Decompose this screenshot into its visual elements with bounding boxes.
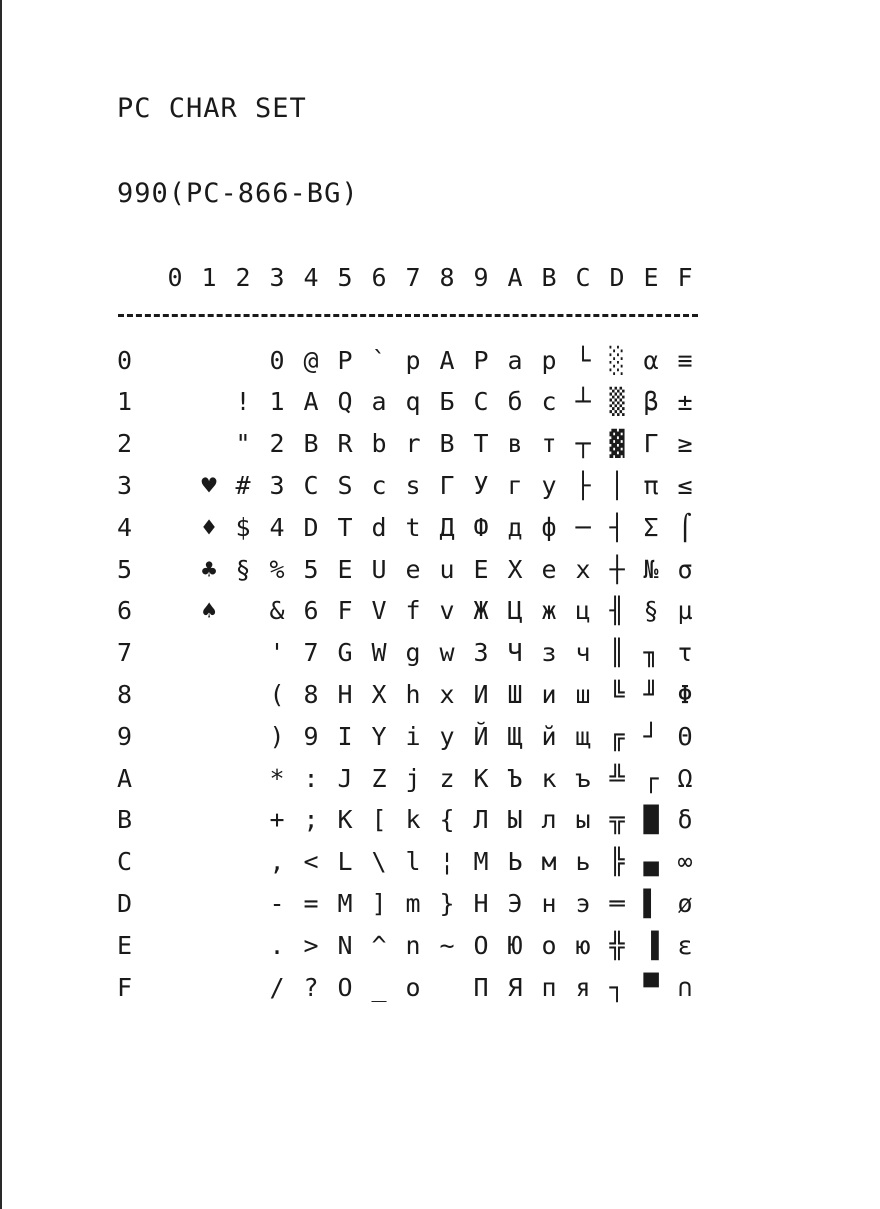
char-cell: G — [337, 638, 353, 668]
char-cell: П — [473, 972, 489, 1002]
char-cell: v — [439, 596, 455, 626]
char-cell: Щ — [507, 721, 523, 751]
char-cell: ┴ — [575, 387, 591, 417]
char-cell: Я — [507, 972, 523, 1002]
char-cell: 0 — [269, 345, 285, 375]
row-label: 1 — [117, 387, 133, 417]
char-cell: ▄ — [643, 847, 659, 877]
char-cell: ╜ — [643, 679, 659, 709]
char-cell: k — [405, 805, 421, 835]
char-cell: е — [541, 554, 557, 584]
row-label: F — [117, 972, 133, 1002]
char-cell: В — [439, 429, 455, 459]
char-cell: ь — [575, 847, 591, 877]
char-cell: ╠ — [609, 847, 625, 877]
char-cell: ъ — [575, 763, 591, 793]
column-header: A — [507, 262, 523, 292]
char-cell: м — [541, 847, 557, 877]
char-cell: E — [337, 554, 353, 584]
char-cell: ┼ — [609, 554, 625, 584]
column-header: 4 — [303, 262, 319, 292]
column-header: B — [541, 262, 557, 292]
char-cell: % — [269, 554, 285, 584]
char-cell: ` — [371, 345, 387, 375]
column-header: E — [643, 262, 659, 292]
char-cell: g — [405, 638, 421, 668]
char-cell: И — [473, 679, 489, 709]
char-cell: u — [439, 554, 455, 584]
char-cell: о — [541, 930, 557, 960]
char-cell: [ — [371, 805, 387, 835]
char-cell: c — [371, 470, 387, 500]
char-cell: г — [507, 470, 523, 500]
char-cell: j — [405, 763, 421, 793]
char-cell: , — [269, 847, 285, 877]
char-cell: M — [337, 888, 353, 918]
char-cell: К — [473, 763, 489, 793]
char-cell: = — [303, 888, 319, 918]
char-cell: ♥ — [201, 470, 217, 500]
char-cell: 1 — [269, 387, 285, 417]
char-cell: § — [235, 554, 251, 584]
char-cell: и — [541, 679, 557, 709]
char-cell: ≡ — [677, 345, 693, 375]
char-cell: ¦ — [439, 847, 455, 877]
char-cell: ) — [269, 721, 285, 751]
codepage-label: 990(PC-866-BG) — [117, 178, 359, 209]
char-cell: f — [405, 596, 421, 626]
char-cell: ─ — [575, 512, 591, 542]
char-cell: ' — [269, 638, 285, 668]
char-cell: Φ — [677, 679, 693, 709]
char-cell: µ — [677, 596, 693, 626]
row-label: 2 — [117, 429, 133, 459]
char-cell: > — [303, 930, 319, 960]
char-cell: _ — [371, 972, 387, 1002]
row-label: B — [117, 805, 133, 835]
char-cell: ∩ — [677, 972, 693, 1002]
char-cell: ║ — [609, 638, 625, 668]
char-cell: Γ — [643, 429, 659, 459]
char-cell: к — [541, 763, 557, 793]
char-cell: Ъ — [507, 763, 523, 793]
char-cell: С — [473, 387, 489, 417]
char-cell: Z — [371, 763, 387, 793]
char-cell: ы — [575, 805, 591, 835]
char-cell: ц — [575, 596, 591, 626]
char-cell: п — [541, 972, 557, 1002]
column-header: 7 — [405, 262, 421, 292]
char-cell: Ю — [507, 930, 523, 960]
column-header: 2 — [235, 262, 251, 292]
char-cell: n — [405, 930, 421, 960]
char-cell: │ — [609, 470, 625, 500]
char-cell: L — [337, 847, 353, 877]
row-label: 9 — [117, 721, 133, 751]
char-cell: д — [507, 512, 523, 542]
char-cell: 6 — [303, 596, 319, 626]
char-cell: Т — [473, 429, 489, 459]
char-cell: { — [439, 805, 455, 835]
char-cell: ; — [303, 805, 319, 835]
char-cell: Х — [507, 554, 523, 584]
char-cell: t — [405, 512, 421, 542]
char-cell: } — [439, 888, 455, 918]
char-cell: ε — [677, 930, 693, 960]
char-cell: ю — [575, 930, 591, 960]
char-cell: ╚ — [609, 679, 625, 709]
char-cell: l — [405, 847, 421, 877]
char-cell: О — [473, 930, 489, 960]
char-cell: а — [507, 345, 523, 375]
char-cell: Н — [473, 888, 489, 918]
char-cell: F — [337, 596, 353, 626]
char-cell: ╬ — [609, 930, 625, 960]
column-header: 6 — [371, 262, 387, 292]
char-cell: Л — [473, 805, 489, 835]
char-cell: § — [643, 596, 659, 626]
char-cell: э — [575, 888, 591, 918]
char-cell: O — [337, 972, 353, 1002]
char-cell: ≤ — [677, 470, 693, 500]
char-cell: - — [269, 888, 285, 918]
char-cell: Σ — [643, 512, 659, 542]
row-label: E — [117, 930, 133, 960]
char-cell: Q — [337, 387, 353, 417]
char-cell: α — [643, 345, 659, 375]
char-cell: + — [269, 805, 285, 835]
char-cell: \ — [371, 847, 387, 877]
char-cell: p — [405, 345, 421, 375]
char-cell: Й — [473, 721, 489, 751]
char-cell: ф — [541, 512, 557, 542]
char-cell: . — [269, 930, 285, 960]
char-cell: J — [337, 763, 353, 793]
char-cell: ┘ — [643, 721, 659, 751]
char-cell: # — [235, 470, 251, 500]
char-cell: ( — [269, 679, 285, 709]
char-cell: У — [473, 470, 489, 500]
char-cell: Ц — [507, 596, 523, 626]
char-cell: X — [371, 679, 387, 709]
char-cell: m — [405, 888, 421, 918]
row-label: 6 — [117, 596, 133, 626]
char-cell: х — [575, 554, 591, 584]
column-header: 0 — [167, 262, 183, 292]
char-cell: ø — [677, 888, 693, 918]
page-title: PC CHAR SET — [117, 93, 307, 124]
char-cell: ~ — [439, 930, 455, 960]
char-cell: U — [371, 554, 387, 584]
char-cell: ╖ — [643, 638, 659, 668]
char-cell: ! — [235, 387, 251, 417]
char-cell: a — [371, 387, 387, 417]
char-cell: Ж — [473, 596, 489, 626]
char-cell: D — [303, 512, 319, 542]
char-cell: в — [507, 429, 523, 459]
char-cell: o — [405, 972, 421, 1002]
char-cell: Р — [473, 345, 489, 375]
char-cell: ^ — [371, 930, 387, 960]
char-cell: М — [473, 847, 489, 877]
char-cell: s — [405, 470, 421, 500]
char-cell: * — [269, 763, 285, 793]
char-cell: 7 — [303, 638, 319, 668]
char-cell: q — [405, 387, 421, 417]
char-cell: h — [405, 679, 421, 709]
char-cell: ] — [371, 888, 387, 918]
header-rule — [118, 314, 698, 317]
char-cell: ж — [541, 596, 557, 626]
page-left-edge — [0, 0, 2, 1209]
char-cell: 2 — [269, 429, 285, 459]
char-cell: ▐ — [643, 930, 659, 960]
char-cell: T — [337, 512, 353, 542]
char-cell: $ — [235, 512, 251, 542]
column-header: 5 — [337, 262, 353, 292]
char-cell: 3 — [269, 470, 285, 500]
char-cell: └ — [575, 345, 591, 375]
char-cell: ▌ — [643, 888, 659, 918]
char-cell: ═ — [609, 888, 625, 918]
row-label: 5 — [117, 554, 133, 584]
char-cell: ♦ — [201, 512, 217, 542]
column-header: 9 — [473, 262, 489, 292]
char-cell: Ч — [507, 638, 523, 668]
char-cell: ∞ — [677, 847, 693, 877]
char-cell: ▓ — [609, 429, 625, 459]
char-cell: щ — [575, 721, 591, 751]
char-cell: y — [439, 721, 455, 751]
char-cell: τ — [677, 638, 693, 668]
char-cell: & — [269, 596, 285, 626]
char-cell: w — [439, 638, 455, 668]
column-header: D — [609, 262, 625, 292]
char-cell: Θ — [677, 721, 693, 751]
char-cell: z — [439, 763, 455, 793]
char-cell: р — [541, 345, 557, 375]
char-cell: Ш — [507, 679, 523, 709]
char-cell: я — [575, 972, 591, 1002]
char-cell: " — [235, 429, 251, 459]
char-cell: ш — [575, 679, 591, 709]
char-cell: ╦ — [609, 805, 625, 835]
char-cell: H — [337, 679, 353, 709]
column-header: 3 — [269, 262, 285, 292]
char-cell: ≥ — [677, 429, 693, 459]
char-cell: @ — [303, 345, 319, 375]
char-cell: W — [371, 638, 387, 668]
char-cell: x — [439, 679, 455, 709]
char-cell: з — [541, 638, 557, 668]
column-header: 8 — [439, 262, 455, 292]
char-cell: / — [269, 972, 285, 1002]
char-cell: Д — [439, 512, 455, 542]
char-cell: π — [643, 470, 659, 500]
column-header: C — [575, 262, 591, 292]
row-label: 7 — [117, 638, 133, 668]
char-cell: 5 — [303, 554, 319, 584]
row-label: 8 — [117, 679, 133, 709]
char-cell: ♠ — [201, 596, 217, 626]
char-cell: Ω — [677, 763, 693, 793]
char-cell: < — [303, 847, 319, 877]
char-cell: т — [541, 429, 557, 459]
row-label: 0 — [117, 345, 133, 375]
char-cell: Е — [473, 554, 489, 584]
char-cell: Э — [507, 888, 523, 918]
char-cell: ? — [303, 972, 319, 1002]
char-cell: I — [337, 721, 353, 751]
char-cell: ░ — [609, 345, 625, 375]
char-cell: ┬ — [575, 429, 591, 459]
char-cell: r — [405, 429, 421, 459]
char-cell: ▒ — [609, 387, 625, 417]
char-cell: 8 — [303, 679, 319, 709]
char-cell: 4 — [269, 512, 285, 542]
column-header: 1 — [201, 262, 217, 292]
char-cell: ┐ — [609, 972, 625, 1002]
char-cell: β — [643, 387, 659, 417]
char-cell: A — [303, 387, 319, 417]
char-cell: Б — [439, 387, 455, 417]
char-cell: ± — [677, 387, 693, 417]
char-cell: K — [337, 805, 353, 835]
char-cell: Y — [371, 721, 387, 751]
char-cell: δ — [677, 805, 693, 835]
char-cell: ▀ — [643, 972, 659, 1002]
row-label: D — [117, 888, 133, 918]
char-cell: C — [303, 470, 319, 500]
char-cell: d — [371, 512, 387, 542]
char-cell: i — [405, 721, 421, 751]
char-cell: ╩ — [609, 763, 625, 793]
char-cell: : — [303, 763, 319, 793]
char-cell: А — [439, 345, 455, 375]
char-cell: ├ — [575, 470, 591, 500]
char-cell: █ — [643, 805, 659, 835]
char-cell: Ф — [473, 512, 489, 542]
char-cell: V — [371, 596, 387, 626]
char-cell: б — [507, 387, 523, 417]
char-cell: S — [337, 470, 353, 500]
row-label: C — [117, 847, 133, 877]
row-label: 3 — [117, 470, 133, 500]
char-cell: N — [337, 930, 353, 960]
char-cell: ч — [575, 638, 591, 668]
char-cell: ┌ — [643, 763, 659, 793]
char-cell: Г — [439, 470, 455, 500]
char-cell: σ — [677, 554, 693, 584]
char-cell: ⌠ — [677, 512, 693, 542]
char-cell: R — [337, 429, 353, 459]
column-header: F — [677, 262, 693, 292]
char-cell: 9 — [303, 721, 319, 751]
char-cell: ╔ — [609, 721, 625, 751]
char-cell: З — [473, 638, 489, 668]
char-cell: ╢ — [609, 596, 625, 626]
char-cell: № — [643, 554, 659, 584]
row-label: 4 — [117, 512, 133, 542]
char-cell: ┤ — [609, 512, 625, 542]
char-cell: b — [371, 429, 387, 459]
char-cell: й — [541, 721, 557, 751]
char-cell: B — [303, 429, 319, 459]
row-label: A — [117, 763, 133, 793]
char-cell: P — [337, 345, 353, 375]
char-cell: н — [541, 888, 557, 918]
char-cell: у — [541, 470, 557, 500]
char-cell: e — [405, 554, 421, 584]
char-cell: Ь — [507, 847, 523, 877]
char-cell: л — [541, 805, 557, 835]
char-cell: Ы — [507, 805, 523, 835]
char-cell: с — [541, 387, 557, 417]
char-cell: ♣ — [201, 554, 217, 584]
